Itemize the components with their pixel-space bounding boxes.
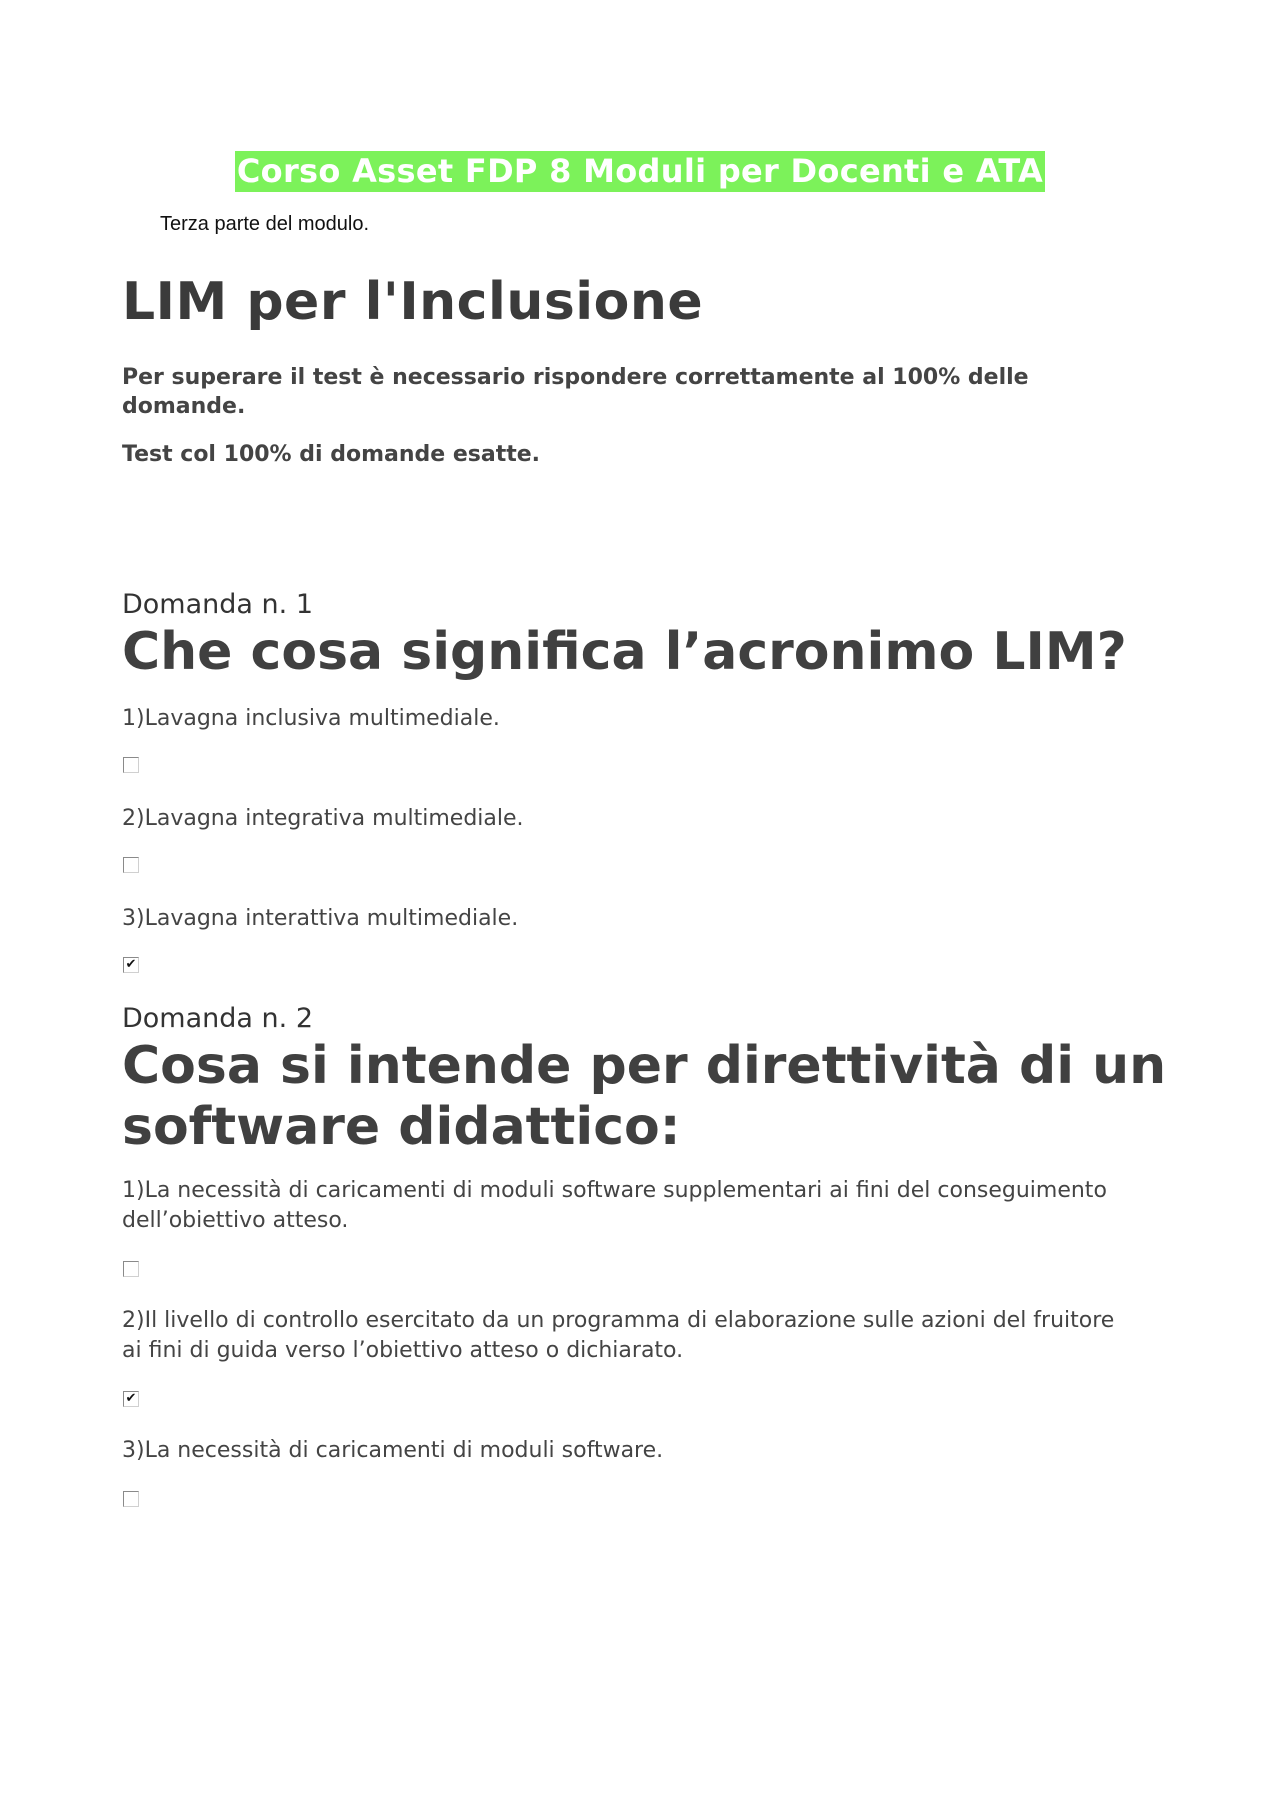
question-2-answer-1-label: 1)La necessità di caricamenti di moduli software supplementari ai fini del conseguimento dell’obiettivo atteso. bbox=[122, 1178, 1107, 1233]
test-result-text: Test col 100% di domande esatte. bbox=[122, 442, 540, 467]
question-2-answer-2-checkbox[interactable]: ✔ bbox=[123, 1391, 139, 1407]
question-1-answer-1-checkbox[interactable] bbox=[123, 757, 139, 773]
question-1-number: Domanda n. 1 bbox=[122, 589, 313, 620]
course-title: Corso Asset FDP 8 Moduli per Docenti e ATA bbox=[236, 152, 1044, 190]
question-1-text: Che cosa significa l’acronimo LIM? bbox=[122, 622, 1127, 682]
question-2-answer-2-label: 2)Il livello di controllo esercitato da un programma di elaborazione sulle azioni del fruitore ai fini di guida verso l’obiettivo atteso o dichiarato. bbox=[122, 1308, 1115, 1363]
module-title: LIM per l'Inclusione bbox=[122, 272, 704, 332]
question-1-answer-2-label: 2)Lavagna integrativa multimediale. bbox=[122, 806, 524, 831]
question-2-number: Domanda n. 2 bbox=[122, 1003, 313, 1034]
pass-requirement-text: Per superare il test è necessario rispondere correttamente al 100% delle domande. bbox=[122, 365, 1029, 419]
question-1-answer-3-checkbox[interactable]: ✔ bbox=[123, 957, 139, 973]
question-1-answer-1-label: 1)Lavagna inclusiva multimediale. bbox=[122, 706, 500, 731]
question-1-answer-3-label: 3)Lavagna interattiva multimediale. bbox=[122, 906, 519, 931]
question-2-answer-3-label: 3)La necessità di caricamenti di moduli software. bbox=[122, 1438, 664, 1463]
course-title-banner bbox=[0, 151, 1280, 192]
question-2-answer-3-checkbox[interactable] bbox=[123, 1491, 139, 1507]
question-2-answer-1-checkbox[interactable] bbox=[123, 1261, 139, 1277]
question-1-answer-2-checkbox[interactable] bbox=[123, 857, 139, 873]
module-part-subtitle: Terza parte del modulo. bbox=[160, 213, 370, 235]
question-2-text: Cosa si intende per direttività di un software didattico: bbox=[122, 1036, 1167, 1157]
